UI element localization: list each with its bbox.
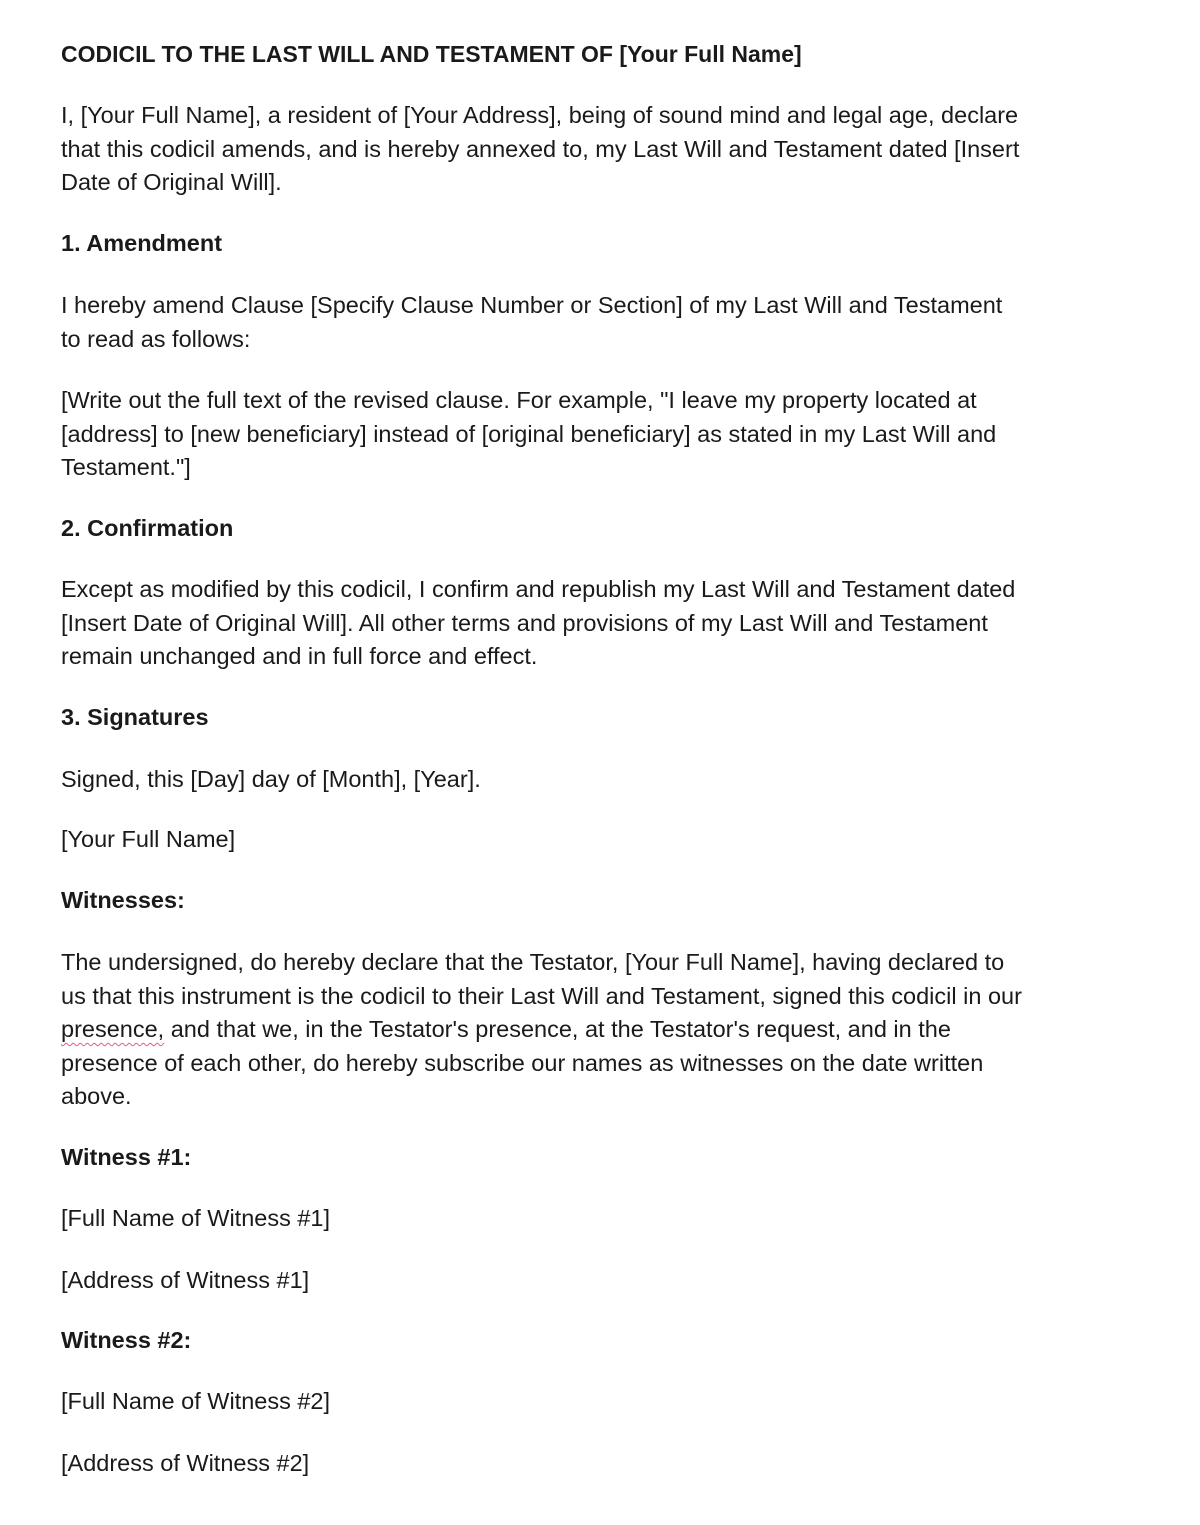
intro-line: that this codicil amends, and is hereby annexed to, my Last Will and Testament dated [Insert xyxy=(61,135,1020,162)
witness-declaration-paragraph xyxy=(61,946,1121,1114)
revised-clause-line: [address] to [new beneficiary] instead of [original beneficiary] as stated in my Last Will and xyxy=(61,420,997,447)
confirmation-line: Except as modified by this codicil, I confirm and republish my Last Will and Testament dated xyxy=(61,576,1016,602)
declaration-line: presence, and that we, in the Testator's presence, at the Testator's request, and in the xyxy=(61,1016,951,1042)
confirmation-line: [Insert Date of Original Will]. All other terms and provisions of my Last Will and Testament xyxy=(61,609,988,636)
declaration-line: presence of each other, do hereby subscribe our names as witnesses on the date written xyxy=(61,1049,984,1076)
witness-2-heading: Witness #2: xyxy=(61,1327,192,1353)
witness-1-heading: Witness #1: xyxy=(61,1144,192,1170)
confirmation-heading: 2. Confirmation xyxy=(61,515,234,541)
testator-name-line: [Your Full Name] xyxy=(61,826,236,852)
document-title: CODICIL TO THE LAST WILL AND TESTAMENT OF [Your Full Name] xyxy=(61,41,802,67)
witness-2-address: [Address of Witness #2] xyxy=(61,1450,310,1476)
witness-1-name: [Full Name of Witness #1] xyxy=(61,1205,331,1231)
revised-clause-paragraph xyxy=(61,384,1121,485)
revised-clause-line: [Write out the full text of the revised clause. For example, "I leave my property located at xyxy=(61,387,977,413)
witness-1-address: [Address of Witness #1] xyxy=(61,1267,310,1293)
confirmation-paragraph xyxy=(61,573,1121,674)
amendment-line: to read as follows: xyxy=(61,325,251,352)
declaration-line: us that this instrument is the codicil to their Last Will and Testament, signed this codicil in our xyxy=(61,982,1022,1009)
revised-clause-line: Testament."] xyxy=(61,454,191,480)
signed-date-line: Signed, this [Day] day of [Month], [Year]. xyxy=(61,766,481,792)
declaration-line: above. xyxy=(61,1083,132,1109)
spellcheck-flagged-word[interactable]: presence, xyxy=(61,1016,165,1042)
intro-line: Date of Original Will]. xyxy=(61,169,282,195)
witnesses-heading: Witnesses: xyxy=(61,887,185,913)
intro-line: I, [Your Full Name], a resident of [Your Address], being of sound mind and legal age, declare xyxy=(61,102,1019,128)
amendment-paragraph xyxy=(61,289,1121,356)
declaration-line: The undersigned, do hereby declare that the Testator, [Your Full Name], having declared to xyxy=(61,949,1005,975)
witness-2-name: [Full Name of Witness #2] xyxy=(61,1388,331,1414)
signatures-heading: 3. Signatures xyxy=(61,704,209,730)
amendment-heading: 1. Amendment xyxy=(61,230,223,256)
intro-paragraph xyxy=(61,99,1121,200)
amendment-line: I hereby amend Clause [Specify Clause Number or Section] of my Last Will and Testament xyxy=(61,292,1003,318)
confirmation-line: remain unchanged and in full force and effect. xyxy=(61,643,538,669)
